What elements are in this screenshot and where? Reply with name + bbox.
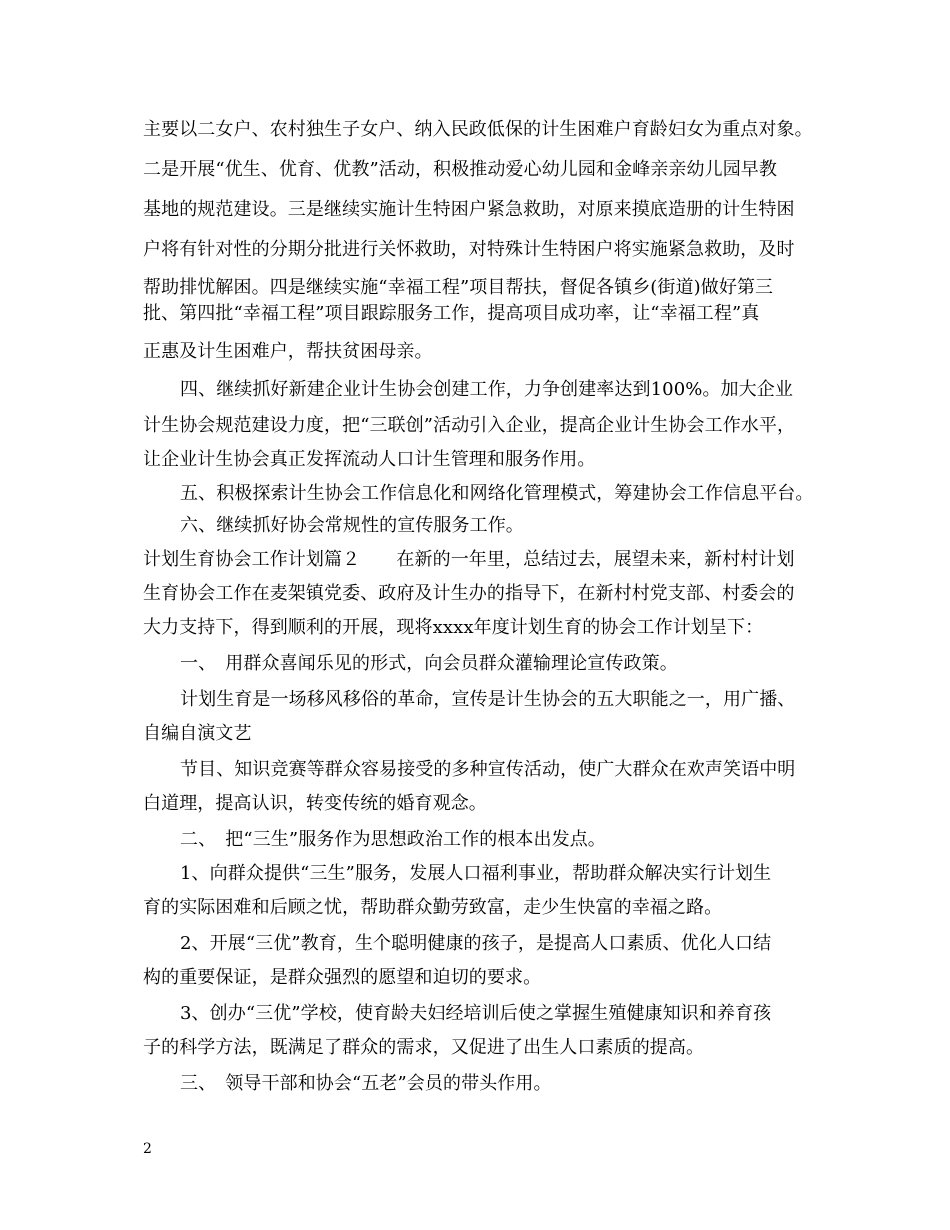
text-line: 正惠及计生困难户，帮扶贫困母亲。 <box>143 341 433 362</box>
text-line: 1、向群众提供“三生”服务，发展人口福利事业，帮助群众解决实行计划生 <box>180 863 772 884</box>
text-line: 四、继续抓好新建企业计生协会创建工作，力争创建率达到100%。加大企业 <box>180 379 793 400</box>
text-line: 一、 用群众喜闻乐见的形式，向会员群众灌输理论宣传政策。 <box>180 653 678 674</box>
text-line: 构的重要保证，是群众强烈的愿望和迫切的要求。 <box>143 967 542 988</box>
text-line: 计生协会规范建设力度，把“三联创”活动引入企业，提高企业计生协会工作水平， <box>143 415 796 436</box>
text-line: 主要以二女户、农村独生子女户、纳入民政低保的计生困难户育龄妇女为重点对象。 <box>143 119 813 140</box>
text-line: 2、开展“三优”教育，生个聪明健康的孩子，是提高人口素质、优化人口结 <box>180 933 772 954</box>
text-line: 二是开展“优生、优育、优教”活动，积极推动爱心幼儿园和金峰亲亲幼儿园早教 <box>143 159 778 180</box>
text-line: 自编自演文艺 <box>143 723 252 744</box>
text-line: 生育协会工作在麦架镇党委、政府及计生办的指导下，在新村村党支部、村委会的 <box>143 583 795 604</box>
text-line: 批、第四批“幸福工程”项目跟踪服务工作，提高项目成功率，让“幸福工程”真 <box>143 303 760 324</box>
text-line: 白道理，提高认识，转变传统的婚育观念。 <box>143 793 487 814</box>
text-line: 帮助排忧解困。四是继续实施“幸福工程”项目帮扶，督促各镇乡(街道)做好第三 <box>143 277 774 298</box>
text-line: 大力支持下，得到顺利的开展，现将xxxx年度计划生育的协会工作计划呈下： <box>143 617 764 638</box>
text-line: 三、 领导干部和协会“五老”会员的带头作用。 <box>180 1073 552 1094</box>
text-line: 基地的规范建设。三是继续实施计生特困户紧急救助，对原来摸底造册的计生特困 <box>143 199 795 220</box>
page-number: 2 <box>143 1141 152 1157</box>
text-line: 让企业计生协会真正发挥流动人口计生管理和服务作用。 <box>143 449 596 470</box>
text-line: 子的科学方法，既满足了群众的需求，又促进了出生人口素质的提高。 <box>143 1037 705 1058</box>
text-line: 计划生育是一场移风移俗的革命，宣传是计生协会的五大职能之一，用广播、 <box>180 689 796 710</box>
text-line: 户将有针对性的分期分批进行关怀救助，对特殊计生特困户将实施紧急救助，及时 <box>143 239 795 260</box>
text-line: 节目、知识竞赛等群众容易接受的多种宣传活动，使广大群众在欢声笑语中明 <box>180 759 796 780</box>
text-line: 二、 把“三生”服务作为思想政治工作的根本出发点。 <box>180 829 606 850</box>
text-line: 3、创办“三优”学校，使育龄夫妇经培训后使之掌握生殖健康知识和养育孩 <box>180 1003 772 1024</box>
text-line: 计划生育协会工作计划篇２ 在新的一年里，总结过去，展望未来，新村村计划 <box>143 549 795 570</box>
text-line: 六、继续抓好协会常规性的宣传服务工作。 <box>180 515 524 536</box>
text-line: 育的实际困难和后顾之忧，帮助群众勤劳致富，走少生快富的幸福之路。 <box>143 897 723 918</box>
text-line: 五、积极探索计生协会工作信息化和网络化管理模式，筹建协会工作信息平台。 <box>180 483 814 504</box>
